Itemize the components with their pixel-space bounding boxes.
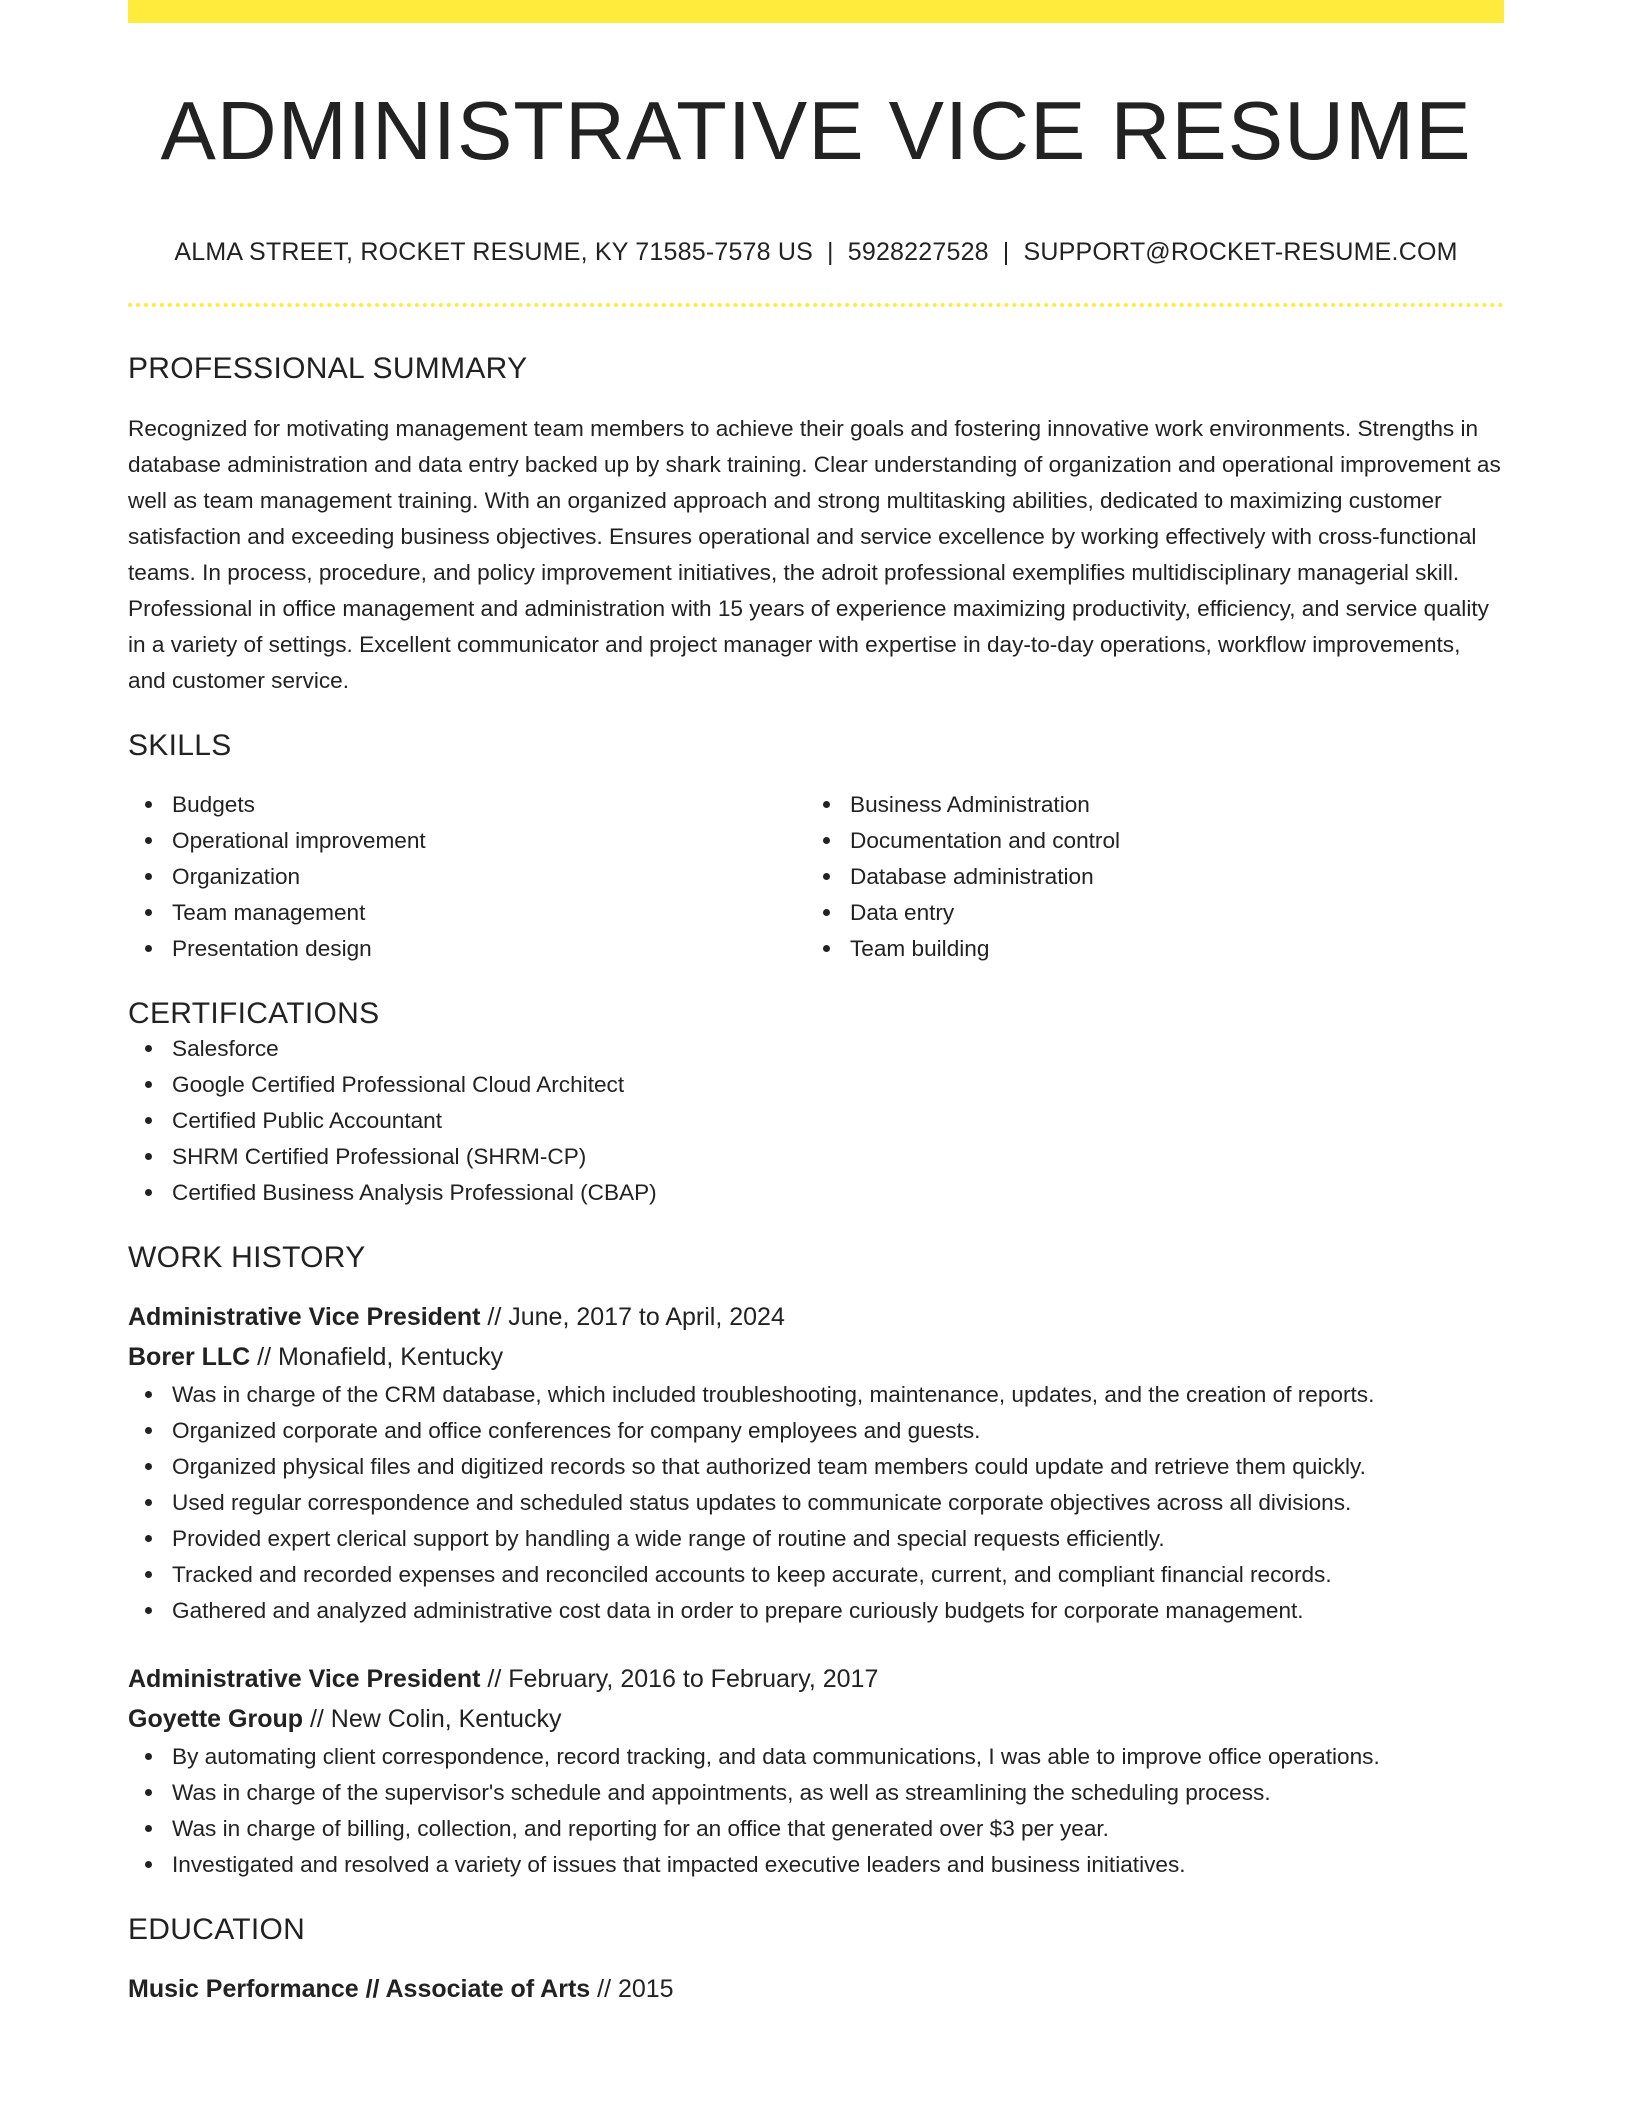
skill-item: Team management xyxy=(128,895,806,931)
job-entry xyxy=(128,1659,1504,1883)
job-duty-item: Was in charge of the CRM database, which included troubleshooting, maintenance, updates, and the creation of reports. xyxy=(128,1377,1504,1413)
job-duty-item: Investigated and resolved a variety of issues that impacted executive leaders and business initiatives. xyxy=(128,1847,1504,1883)
certification-item: Google Certified Professional Cloud Architect xyxy=(128,1067,1504,1103)
job-duty-item: Was in charge of billing, collection, and reporting for an office that generated over $3 per year. xyxy=(128,1811,1504,1847)
bullet-dot xyxy=(823,945,830,952)
job-duty-item: Used regular correspondence and scheduled status updates to communicate corporate objectives across all divisions. xyxy=(128,1485,1504,1521)
skills-column-left xyxy=(128,787,806,967)
job-duty-item: Gathered and analyzed administrative cost data in order to prepare curiously budgets for corporate management. xyxy=(128,1593,1504,1629)
bullet-dot xyxy=(823,909,830,916)
skill-item: Documentation and control xyxy=(806,823,1484,859)
bullet-dot xyxy=(145,1499,152,1506)
bullet-dot xyxy=(145,1391,152,1398)
certifications-heading: CERTIFICATIONS xyxy=(128,997,380,1031)
skills-column-right xyxy=(806,787,1484,967)
skill-item: Team building xyxy=(806,931,1484,967)
bullet-dot xyxy=(145,1463,152,1470)
bullet-dot xyxy=(145,1535,152,1542)
job-company-line xyxy=(128,1337,1504,1377)
job-duty-item: Was in charge of the supervisor's schedule and appointments, as well as streamlining the scheduling process. xyxy=(128,1775,1504,1811)
bullet-dot xyxy=(145,1861,152,1868)
education-degree: Music Performance // Associate of Arts xyxy=(128,1975,591,2004)
certification-item: Certified Public Accountant xyxy=(128,1103,1504,1139)
skill-item: Business Administration xyxy=(806,787,1484,823)
education-heading: EDUCATION xyxy=(128,1913,306,1947)
certification-item: Salesforce xyxy=(128,1031,1504,1067)
dotted-divider xyxy=(128,303,1504,307)
contact-line xyxy=(128,238,1504,267)
bullet-dot xyxy=(145,945,152,952)
certifications-list xyxy=(128,1031,1504,1211)
job-entry xyxy=(128,1297,1504,1629)
bullet-dot xyxy=(145,801,152,808)
bullet-dot xyxy=(145,1045,152,1052)
resume-title: ADMINISTRATIVE VICE RESUME xyxy=(160,84,1472,177)
contact-separator: | xyxy=(1002,238,1010,267)
bullet-dot xyxy=(823,837,830,844)
summary-heading: PROFESSIONAL SUMMARY xyxy=(128,352,528,386)
job-dates: // June, 2017 to April, 2024 xyxy=(480,1303,785,1332)
contact-email: SUPPORT@ROCKET-RESUME.COM xyxy=(1023,238,1458,267)
job-duties-list xyxy=(128,1377,1504,1629)
skill-item: Budgets xyxy=(128,787,806,823)
bullet-dot xyxy=(145,909,152,916)
bullet-dot xyxy=(145,873,152,880)
bullet-dot xyxy=(823,801,830,808)
contact-phone: 5928227528 xyxy=(847,238,989,267)
job-title-line xyxy=(128,1297,1504,1337)
bullet-dot xyxy=(145,1427,152,1434)
bullet-dot xyxy=(145,1153,152,1160)
job-duty-item: Organized physical files and digitized records so that authorized team members could update and retrieve them quickly. xyxy=(128,1449,1504,1485)
bullet-dot xyxy=(823,873,830,880)
certification-item: SHRM Certified Professional (SHRM-CP) xyxy=(128,1139,1504,1175)
job-company-line xyxy=(128,1699,1504,1739)
job-location: // New Colin, Kentucky xyxy=(303,1705,562,1734)
job-company: Borer LLC xyxy=(128,1343,251,1372)
skill-item: Database administration xyxy=(806,859,1484,895)
job-duty-item: Organized corporate and office conferences for company employees and guests. xyxy=(128,1413,1504,1449)
summary-text: Recognized for motivating management team members to achieve their goals and fostering innovative work environments. Strengths in database administration and data entry backed up by shark training. Clear understanding of organization and operational improvement as well as team management training. With an organized approach and strong multitasking abilities, dedicated to maximizing customer satisfaction and exceeding business objectives. Ensures operational and service excellence by working effectively with cross-functional teams. In process, procedure, and policy improvement initiatives, the adroit professional exemplifies multidisciplinary managerial skill. Professional in office management and administration with 15 years of experience maximizing productivity, efficiency, and service quality in a variety of settings. Excellent communicator and project manager with expertise in day-to-day operations, workflow improvements, and customer service. xyxy=(128,416,1501,694)
job-duty-item: Tracked and recorded expenses and reconciled accounts to keep accurate, current, and compliant financial records. xyxy=(128,1557,1504,1593)
education-entry xyxy=(128,1969,1504,2009)
job-duties-list xyxy=(128,1739,1504,1883)
bullet-dot xyxy=(145,1753,152,1760)
education-year: // 2015 xyxy=(590,1975,674,2004)
job-duty-item: By automating client correspondence, record tracking, and data communications, I was able to improve office operations. xyxy=(128,1739,1504,1775)
certification-item: Certified Business Analysis Professional (CBAP) xyxy=(128,1175,1504,1211)
job-duty-item: Provided expert clerical support by handling a wide range of routine and special requests efficiently. xyxy=(128,1521,1504,1557)
bullet-dot xyxy=(145,1571,152,1578)
job-company: Goyette Group xyxy=(128,1705,304,1734)
bullet-dot xyxy=(145,1825,152,1832)
top-accent-bar xyxy=(128,0,1504,23)
contact-separator: | xyxy=(827,238,834,267)
bullet-dot xyxy=(145,1189,152,1196)
bullet-dot xyxy=(145,837,152,844)
job-title-line xyxy=(128,1659,1504,1699)
skill-item: Presentation design xyxy=(128,931,806,967)
contact-address: ALMA STREET, ROCKET RESUME, KY 71585-7578 US xyxy=(174,238,814,267)
bullet-dot xyxy=(145,1607,152,1614)
job-title: Administrative Vice President xyxy=(128,1665,481,1694)
bullet-dot xyxy=(145,1789,152,1796)
skill-item: Operational improvement xyxy=(128,823,806,859)
skills-heading: SKILLS xyxy=(128,729,232,763)
job-title: Administrative Vice President xyxy=(128,1303,481,1332)
bullet-dot xyxy=(145,1081,152,1088)
job-dates: // February, 2016 to February, 2017 xyxy=(480,1665,879,1694)
bullet-dot xyxy=(145,1117,152,1124)
skill-item: Organization xyxy=(128,859,806,895)
skills-grid xyxy=(128,787,1504,967)
job-location: // Monafield, Kentucky xyxy=(250,1343,504,1372)
resume-page xyxy=(128,0,1504,2009)
work-history-heading: WORK HISTORY xyxy=(128,1241,366,1275)
skill-item: Data entry xyxy=(806,895,1484,931)
